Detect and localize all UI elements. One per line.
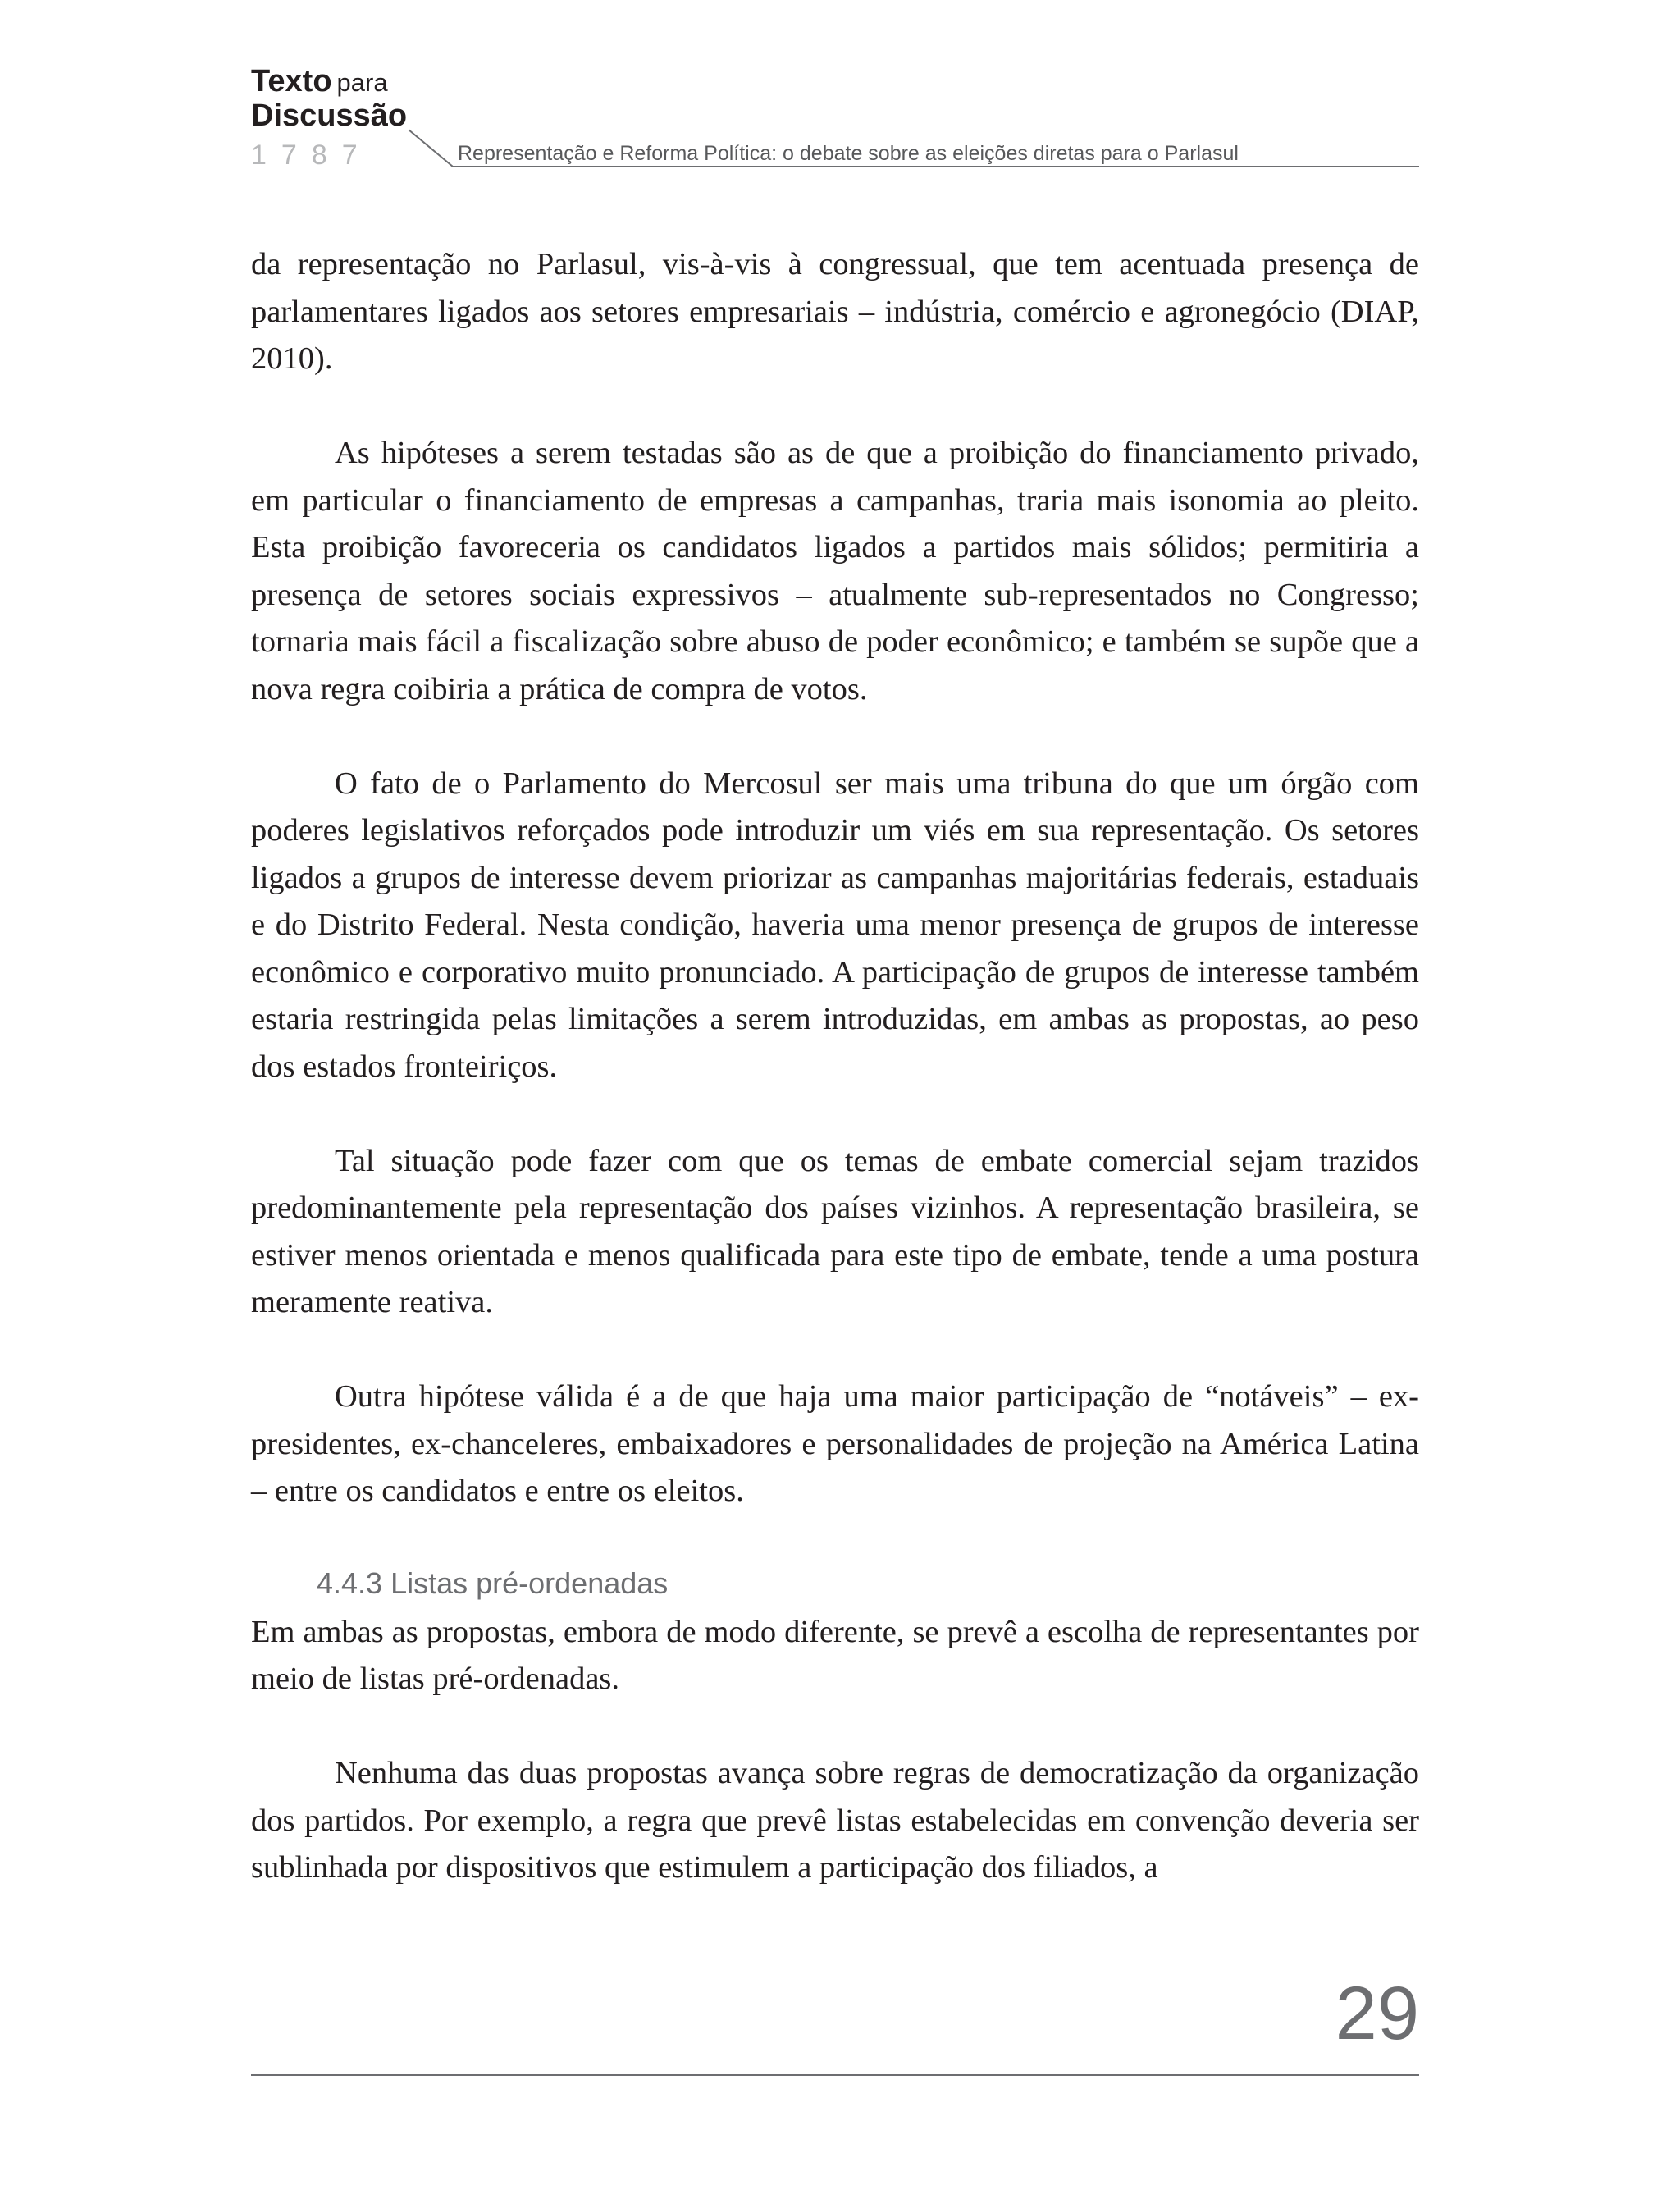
series-number: 1787 (251, 139, 372, 171)
series-logo-word-para: para (336, 68, 388, 97)
body-paragraph-5: Outra hipótese válida é a de que haja uma maior participação de “notáveis” – ex-presidentes, ex-chanceleres, embaixadores e personalidades de projeção na América Latina – entre os candidatos e entre os eleitos. (251, 1379, 1419, 1508)
page-number: 29 (1335, 1972, 1419, 2055)
series-logo-word-discussao: Discussão (251, 98, 408, 133)
section-heading: 4.4.3 Listas pré-ordenadas (317, 1566, 669, 1600)
footer-rule (251, 2074, 1419, 2076)
series-logo-word-texto: Texto (251, 64, 332, 98)
body-paragraph-3: O fato de o Parlamento do Mercosul ser mais uma tribuna do que um órgão com poderes legislativos reforçados pode introduzir um viés em sua representação. Os setores ligados a grupos de interesse devem priorizar as campanhas majoritárias federais, estaduais e do Distrito Federal. Nesta condição, haveria uma menor presença de grupos de interesse econômico e corporativo muito pronunciado. A participação de grupos de interesse também estaria restringida pelas limitações a serem introduzidas, em ambas as propostas, ao peso dos estados fronteiriços. (251, 766, 1419, 1084)
running-title: Representação e Reforma Política: o debate sobre as eleições diretas para o Parlasul (458, 142, 1239, 165)
page-header (251, 66, 1419, 181)
body-paragraph-1: da representação no Parlasul, vis-à-vis à congressual, que tem acentuada presença de parlamentares ligados aos setores empresariais – indústria, comércio e agronegócio (DIAP, 2010). (251, 247, 1419, 376)
document-body (251, 241, 1419, 1892)
section-paragraph-2: Nenhuma das duas propostas avança sobre regras de democratização da organização dos partidos. Por exemplo, a regra que prevê listas estabelecidas em convenção deveria ser sublinhada por dispositivos que estimulem a participação dos filiados, a (251, 1756, 1419, 1885)
section-paragraph-1: Em ambas as propostas, embora de modo diferente, se prevê a escolha de representantes por meio de listas pré-ordenadas. (251, 1614, 1419, 1696)
body-paragraph-4: Tal situação pode fazer com que os temas de embate comercial sejam trazidos predominantemente pela representação dos países vizinhos. A representação brasileira, se estiver menos orientada e menos qualificada para este tipo de embate, tende a uma postura meramente reativa. (251, 1143, 1419, 1319)
body-paragraph-2: As hipóteses a serem testadas são as de que a proibição do financiamento privado, em particular o financiamento de empresas a campanhas, traria mais isonomia ao pleito. Esta proibição favoreceria os candidatos ligados a partidos mais sólidos; permitiria a presença de setores sociais expressivos – atualmente sub-representados no Congresso; tornaria mais fácil a fiscalização sobre abuso de poder econômico; e também se supõe que a nova regra coibiria a prática de compra de votos. (251, 436, 1419, 706)
